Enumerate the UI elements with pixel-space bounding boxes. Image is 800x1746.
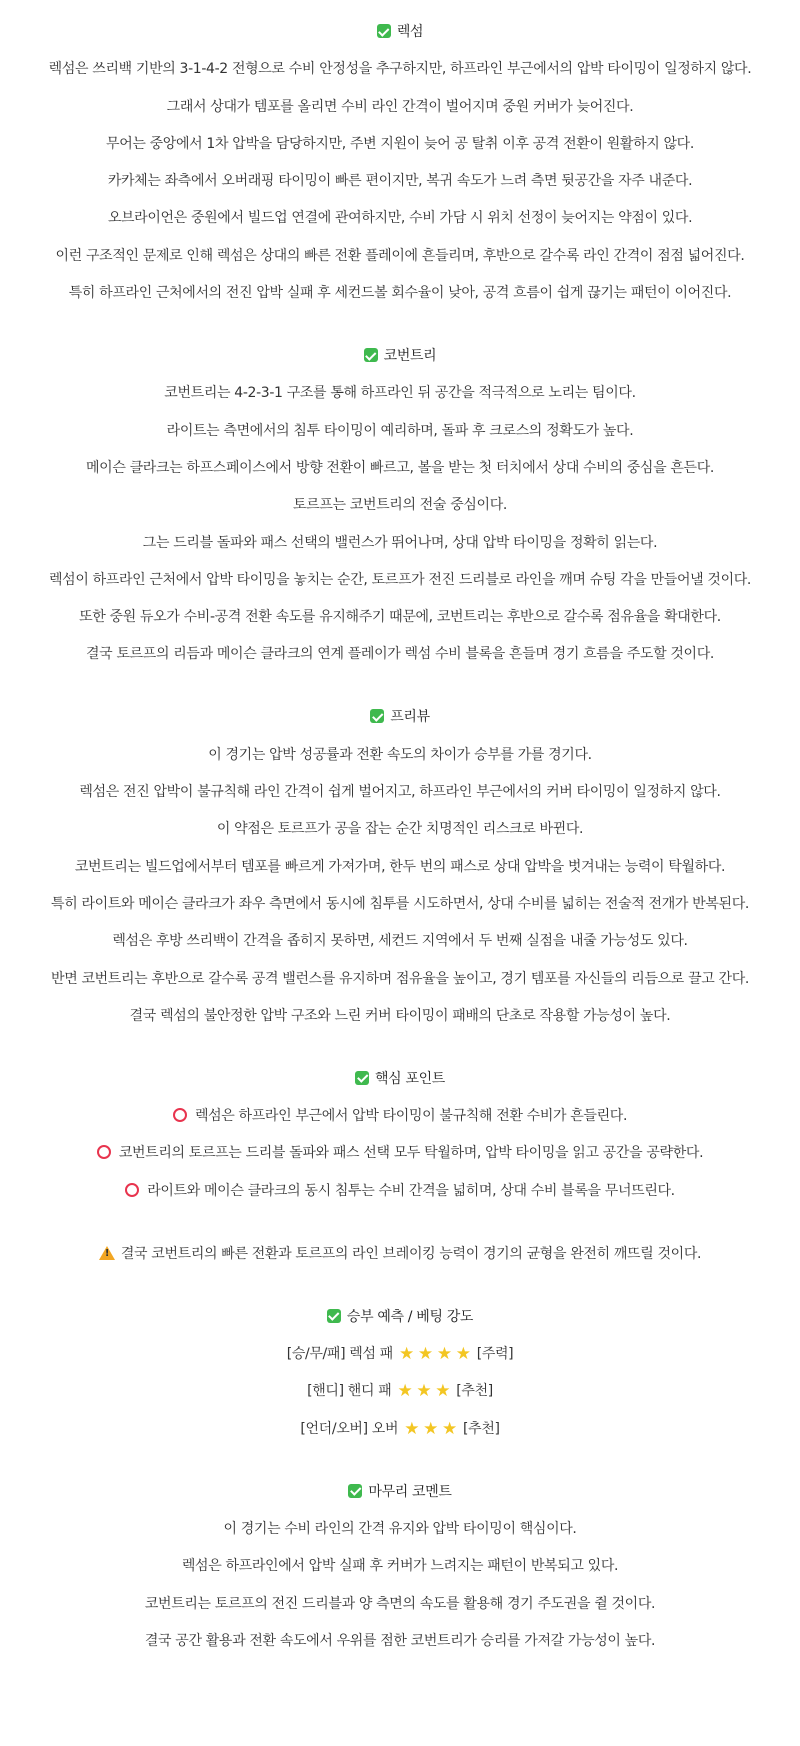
section-heading bbox=[0, 707, 800, 727]
warning-text: 결국 코번트리의 빠른 전환과 토르프의 라인 브레이킹 능력이 경기의 균형을 완전히 깨뜨릴 것이다. bbox=[120, 1245, 702, 1262]
paragraph-line: 그는 드리블 돌파와 패스 선택의 밸런스가 뛰어나며, 상대 압박 타이밍을 정확히 읽는다. bbox=[142, 534, 658, 551]
paragraph-line: 결국 토르프의 리듬과 메이슨 클라크의 연계 플레이가 렉섬 수비 블록을 흔들며 경기 흐름을 주도할 것이다. bbox=[86, 646, 714, 663]
section-heading-text: 코번트리 bbox=[383, 348, 437, 365]
section-heading bbox=[0, 1069, 800, 1089]
check-icon bbox=[364, 348, 378, 362]
key-point-text: 라이트와 메이슨 클라크의 동시 침투는 수비 간격을 넓히며, 상대 수비 블록을 무너뜨린다. bbox=[147, 1182, 675, 1199]
paragraph-line: 반면 코번트리는 후반으로 갈수록 공격 밸런스를 유지하며 점유율을 높이고, 경기 템포를 자신들의 리듬으로 끌고 간다. bbox=[51, 970, 749, 987]
paragraph-line: 코번트리는 토르프의 전진 드리블과 양 측면의 속도를 활용해 경기 주도권을 쥘 것이다. bbox=[144, 1595, 656, 1612]
paragraph-line: 무어는 중앙에서 1차 압박을 담당하지만, 주변 지원이 늦어 공 탈취 이후 공격 전환이 원활하지 않다. bbox=[106, 135, 694, 152]
paragraph-line: 렉섬은 하프라인에서 압박 실패 후 커버가 느려지는 패턴이 반복되고 있다. bbox=[181, 1558, 619, 1575]
paragraph-line: 렉섬은 쓰리백 기반의 3-1-4-2 전형으로 수비 안정성을 추구하지만, 하프라인 부근에서의 압박 타이밍이 일정하지 않다. bbox=[48, 61, 752, 78]
red-circle-icon bbox=[173, 1108, 187, 1122]
section-heading-text: 마무리 코멘트 bbox=[368, 1483, 452, 1500]
red-circle-icon bbox=[125, 1183, 139, 1197]
key-point-item bbox=[0, 1106, 800, 1126]
section-prediction bbox=[0, 1307, 800, 1439]
bet-line bbox=[0, 1344, 800, 1364]
star-icon: ★ bbox=[455, 1344, 471, 1365]
paragraph-line: 코번트리는 4-2-3-1 구조를 통해 하프라인 뒤 공간을 적극적으로 노리는 팀이다. bbox=[164, 385, 636, 402]
warning-icon bbox=[99, 1246, 115, 1260]
paragraph-line: 렉섬은 후방 쓰리백이 간격을 좁히지 못하면, 세컨드 지역에서 두 번째 실점을 내줄 가능성도 있다. bbox=[112, 933, 688, 950]
paragraph-line: 메이슨 클라크는 하프스페이스에서 방향 전환이 빠르고, 볼을 받는 첫 터치에서 상대 수비의 중심을 흔든다. bbox=[86, 459, 714, 476]
section-preview bbox=[0, 707, 800, 1025]
bet-label: [승/무/패] 렉섬 패 bbox=[286, 1346, 393, 1363]
paragraph-line: 코번트리는 빌드업에서부터 템포를 빠르게 가져가며, 한두 번의 패스로 상대 압박을 벗겨내는 능력이 탁월하다. bbox=[74, 858, 726, 875]
section-warning bbox=[0, 1244, 800, 1264]
paragraph-line: 토르프는 코번트리의 전술 중심이다. bbox=[292, 497, 507, 514]
check-icon bbox=[370, 709, 384, 723]
bet-strength: [추천] bbox=[456, 1383, 493, 1400]
star-rating bbox=[402, 1418, 459, 1439]
section-wrexham bbox=[0, 22, 800, 303]
bet-line bbox=[0, 1381, 800, 1401]
star-icon: ★ bbox=[397, 1381, 413, 1402]
star-rating bbox=[397, 1344, 473, 1365]
paragraph-line: 이 경기는 수비 라인의 간격 유지와 압박 타이밍이 핵심이다. bbox=[223, 1520, 577, 1537]
paragraph-line: 이 경기는 압박 성공률과 전환 속도의 차이가 승부를 가를 경기다. bbox=[208, 746, 592, 763]
paragraph-line: 특히 라이트와 메이슨 클라크가 좌우 측면에서 동시에 침투를 시도하면서, 상대 수비를 넓히는 전술적 전개가 반복된다. bbox=[51, 895, 749, 912]
star-icon: ★ bbox=[436, 1344, 452, 1365]
section-heading bbox=[0, 22, 800, 42]
paragraph-line: 특히 하프라인 근처에서의 전진 압박 실패 후 세컨드볼 회수율이 낮아, 공격 흐름이 쉽게 끊기는 패턴이 이어진다. bbox=[68, 285, 732, 302]
section-heading-text: 핵심 포인트 bbox=[375, 1070, 445, 1087]
key-point-item bbox=[0, 1143, 800, 1163]
section-coventry bbox=[0, 346, 800, 664]
star-rating bbox=[396, 1381, 453, 1402]
star-icon: ★ bbox=[416, 1381, 432, 1402]
star-icon: ★ bbox=[399, 1344, 414, 1365]
paragraph-line: 이런 구조적인 문제로 인해 렉섬은 상대의 빠른 전환 플레이에 흔들리며, 후반으로 갈수록 라인 간격이 점점 넓어진다. bbox=[55, 247, 745, 264]
paragraph-line: 그래서 상대가 템포를 올리면 수비 라인 간격이 벌어지며 중원 커버가 늦어진다. bbox=[166, 98, 634, 115]
section-heading-text: 승부 예측 / 베팅 강도 bbox=[346, 1308, 474, 1325]
check-icon bbox=[355, 1071, 369, 1085]
check-icon bbox=[348, 1484, 362, 1498]
star-icon: ★ bbox=[423, 1418, 439, 1439]
red-circle-icon bbox=[97, 1145, 111, 1159]
section-heading-text: 렉섬 bbox=[396, 24, 424, 40]
section-closing bbox=[0, 1482, 800, 1651]
check-icon bbox=[377, 24, 391, 38]
paragraph-line: 이 약점은 토르프가 공을 잡는 순간 치명적인 리스크로 바뀐다. bbox=[216, 821, 584, 838]
key-point-text: 코번트리의 토르프는 드리블 돌파와 패스 선택 모두 탁월하며, 압박 타이밍을 읽고 공간을 공략한다. bbox=[118, 1145, 704, 1162]
bet-strength: [추천] bbox=[463, 1420, 500, 1437]
paragraph-line: 오브라이언은 중원에서 빌드업 연결에 관여하지만, 수비 가담 시 위치 선정이 늦어지는 약점이 있다. bbox=[107, 210, 693, 227]
paragraph-line: 렉섬은 전진 압박이 불규칙해 라인 간격이 쉽게 벌어지고, 하프라인 부근에서의 커버 타이밍이 일정하지 않다. bbox=[79, 784, 721, 801]
paragraph-line: 결국 렉섬의 불안정한 압박 구조와 느린 커버 타이밍이 패배의 단초로 작용할 가능성이 높다. bbox=[129, 1007, 671, 1024]
key-point-item bbox=[0, 1181, 800, 1201]
bet-label: [핸디] 핸디 패 bbox=[307, 1383, 392, 1400]
bet-label: [언더/오버] 오버 bbox=[300, 1420, 399, 1437]
bet-strength: [주력] bbox=[476, 1346, 514, 1363]
check-icon bbox=[327, 1309, 341, 1323]
star-icon: ★ bbox=[435, 1381, 451, 1402]
section-heading bbox=[0, 1307, 800, 1327]
star-icon: ★ bbox=[442, 1418, 457, 1439]
paragraph-line: 라이트는 측면에서의 침투 타이밍이 예리하며, 돌파 후 크로스의 정확도가 높다. bbox=[166, 422, 634, 439]
section-heading-text: 프리뷰 bbox=[390, 709, 430, 726]
section-heading bbox=[0, 346, 800, 366]
paragraph-line: 또한 중원 듀오가 수비-공격 전환 속도를 유지해주기 때문에, 코번트리는 후반으로 갈수록 점유율을 확대한다. bbox=[79, 609, 721, 626]
star-icon: ★ bbox=[417, 1344, 433, 1365]
section-key-points bbox=[0, 1069, 800, 1201]
warning-line bbox=[0, 1244, 800, 1264]
paragraph-line: 결국 공간 활용과 전환 속도에서 우위를 점한 코번트리가 승리를 가져갈 가능성이 높다. bbox=[144, 1632, 656, 1649]
bet-line bbox=[0, 1419, 800, 1439]
section-heading bbox=[0, 1482, 800, 1502]
star-icon: ★ bbox=[404, 1418, 420, 1439]
key-point-text: 렉섬은 하프라인 부근에서 압박 타이밍이 불규칙해 전환 수비가 흔들린다. bbox=[194, 1108, 628, 1125]
paragraph-line: 카카체는 좌측에서 오버래핑 타이밍이 빠른 편이지만, 복귀 속도가 느려 측면 뒷공간을 자주 내준다. bbox=[107, 173, 693, 190]
paragraph-line: 렉섬이 하프라인 근처에서 압박 타이밍을 놓치는 순간, 토르프가 전진 드리블로 라인을 깨며 슈팅 각을 만들어낼 것이다. bbox=[48, 571, 752, 588]
